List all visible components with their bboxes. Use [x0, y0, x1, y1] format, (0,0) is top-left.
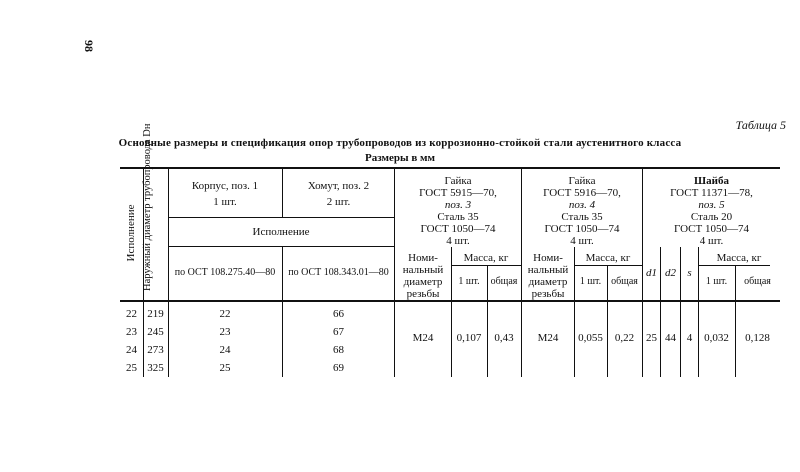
- header-ost2: по ОСТ 108.343.01—80: [288, 267, 389, 278]
- cell-homut: 69: [333, 362, 344, 374]
- shayba-one: 1 шт.: [705, 276, 728, 287]
- cell-g1-one: 0,107: [456, 332, 482, 344]
- shayba-massa: Масса, кг: [716, 252, 762, 264]
- gayka2-line: Гайка: [568, 175, 596, 187]
- shayba-line: поз. 5: [698, 199, 725, 211]
- gayka2-line: 4 шт.: [570, 235, 594, 247]
- cell-d2: 44: [665, 332, 676, 344]
- cell-g2-total: 0,22: [614, 332, 635, 344]
- rule-massa1-sep: [451, 265, 521, 266]
- shayba-line: Шайба: [694, 175, 729, 187]
- table-title: Основные размеры и спецификация опор трубопроводов из коррозионно-стойкой стали аустенитного класса: [118, 137, 682, 149]
- cell-isp: 23: [126, 326, 137, 338]
- header-shayba: [643, 175, 780, 247]
- gayka1-one: 1 шт.: [458, 276, 480, 287]
- cell-g1-total: 0,43: [494, 332, 514, 344]
- nominal-line: нальный: [527, 264, 569, 276]
- cell-sh-one: 0,032: [704, 332, 729, 344]
- gayka2-one: 1 шт.: [579, 276, 602, 287]
- header-diameter: [141, 123, 167, 291]
- gayka2-massa: Масса, кг: [585, 252, 631, 264]
- shayba-line: Сталь 20: [690, 211, 733, 223]
- shayba-line: ГОСТ 11371—78,: [670, 187, 753, 199]
- header-ispolnenie-group: Исполнение: [252, 226, 310, 238]
- rule-header-bottom: [120, 300, 780, 302]
- table-subtitle: Размеры в мм: [365, 152, 435, 164]
- cell-homut: 67: [333, 326, 344, 338]
- gayka2-line: ГОСТ 1050—74: [544, 223, 620, 235]
- gayka1-massa: Масса, кг: [463, 252, 509, 264]
- cell-g2-one: 0,055: [578, 332, 603, 344]
- table-label: Таблица 5: [735, 118, 786, 132]
- homut-qty: 2 шт.: [326, 196, 351, 208]
- vrule-8: [574, 247, 575, 377]
- korpus-title: Корпус, поз. 1: [191, 180, 259, 192]
- header-d2: d2: [665, 267, 676, 279]
- cell-isp: 25: [126, 362, 137, 374]
- cell-d1: 25: [646, 332, 657, 344]
- cell-g2-nom: М24: [537, 332, 559, 344]
- gayka1-line: ГОСТ 5915—70,: [419, 187, 497, 199]
- cell-dn: 219: [147, 308, 164, 320]
- rule-top: [120, 167, 780, 169]
- cell-homut: 66: [333, 308, 344, 320]
- rule-massa2-sep: [574, 265, 642, 266]
- gayka1-nominal: [395, 252, 451, 300]
- rule-korpus-sep: [168, 217, 394, 218]
- shayba-line: 4 шт.: [699, 235, 724, 247]
- cell-homut: 68: [333, 344, 344, 356]
- rule-ispolnenie-sep: [168, 246, 394, 247]
- nominal-line: нальный: [402, 264, 444, 276]
- cell-dn: 245: [147, 326, 164, 338]
- cell-g1-nom: М24: [412, 332, 434, 344]
- header-diameter-text: Наружный диаметр трубопровода Dн: [142, 123, 153, 291]
- shayba-line: ГОСТ 1050—74: [674, 223, 749, 235]
- gayka1-line: Гайка: [444, 175, 472, 187]
- gayka2-line: Сталь 35: [561, 211, 603, 223]
- homut-title: Хомут, поз. 2: [307, 180, 370, 192]
- page-number: 98: [82, 40, 96, 52]
- nominal-line: диаметр: [403, 276, 443, 288]
- nominal-line: диаметр: [528, 276, 568, 288]
- gayka2-line: ГОСТ 5916—70,: [543, 187, 621, 199]
- nominal-line: резьбы: [406, 288, 440, 300]
- gayka1-line: ГОСТ 1050—74: [420, 223, 496, 235]
- cell-isp: 24: [126, 344, 137, 356]
- cell-korpus: 24: [219, 344, 231, 356]
- cell-dn: 325: [147, 362, 164, 374]
- rule-massa3-sep: [698, 265, 770, 266]
- gayka1-total: общая: [490, 276, 518, 287]
- cell-korpus: 25: [219, 362, 231, 374]
- nominal-line: резьбы: [531, 288, 565, 300]
- gayka2-nominal: [522, 252, 574, 300]
- korpus-qty: 1 шт.: [213, 196, 237, 208]
- nominal-line: Номи-: [533, 252, 563, 264]
- header-gayka2: [522, 175, 642, 247]
- header-ispolnenie: Исполнение: [125, 204, 137, 262]
- vrule-5: [451, 247, 452, 377]
- header-ost1: по ОСТ 108.275.40—80: [174, 267, 276, 278]
- cell-s: 4: [686, 332, 693, 344]
- gayka2-line: поз. 4: [568, 199, 596, 211]
- header-gayka1: [395, 175, 521, 247]
- nominal-line: Номи-: [408, 252, 438, 264]
- gayka1-line: поз. 3: [444, 199, 472, 211]
- header-homut: [283, 180, 394, 208]
- cell-korpus: 23: [219, 326, 231, 338]
- shayba-total: общая: [744, 276, 771, 287]
- gayka1-line: 4 шт.: [446, 235, 470, 247]
- cell-sh-total: 0,128: [745, 332, 770, 344]
- header-korpus: [168, 180, 282, 208]
- gayka2-total: общая: [611, 276, 638, 287]
- header-d1: d1: [646, 267, 657, 279]
- gayka1-line: Сталь 35: [437, 211, 479, 223]
- cell-dn: 273: [147, 344, 164, 356]
- cell-isp: 22: [126, 308, 137, 320]
- header-s: s: [687, 267, 692, 279]
- cell-korpus: 22: [219, 308, 231, 320]
- vrule-13: [698, 247, 699, 377]
